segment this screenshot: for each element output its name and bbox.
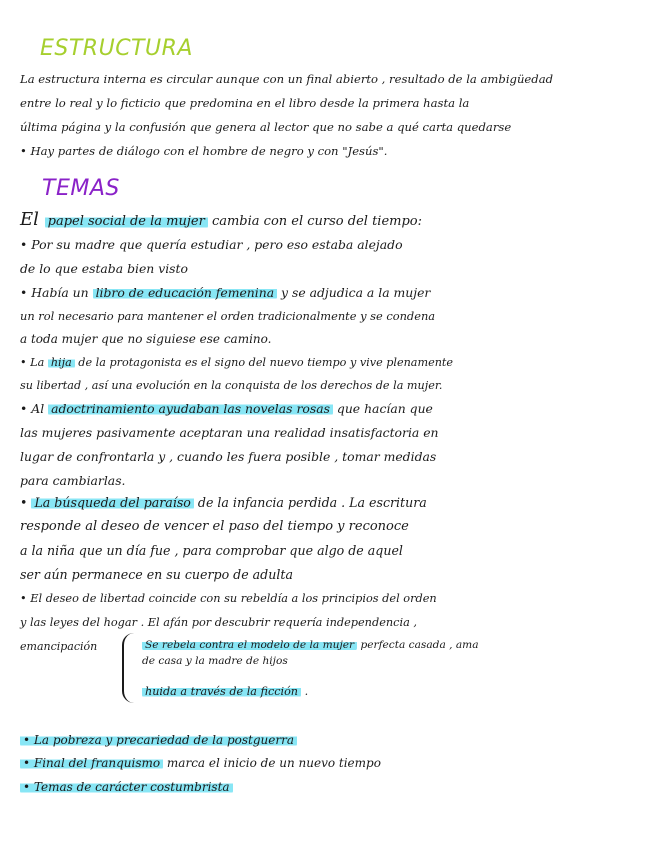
libertad-line-2: y las leyes del hogar . El afán por descubrir requería independencia ,	[20, 616, 418, 629]
temas-intro-line	[20, 211, 422, 231]
libro-prefix: • Había un	[20, 285, 93, 300]
libro-line-3: a toda mujer que no siguiese ese camino.	[20, 332, 272, 346]
paraiso-line-3: a la niña que un día fue , para comprobar que algo de aquel	[20, 543, 403, 558]
paraiso-suffix: de la infancia perdida . La escritura	[193, 495, 427, 510]
estructura-line-2: entre lo real y lo ficticio que predomina en el libro desde la primera hasta la	[20, 96, 470, 110]
novelas-prefix: • Al	[20, 401, 49, 416]
emancipacion-label: emancipación	[20, 640, 98, 653]
temas-heading: TEMAS	[42, 176, 120, 201]
emancipacion-branch-2	[142, 683, 308, 701]
emancipacion-branch-1b: de casa y la madre de hijos	[142, 655, 288, 667]
branch-1-suffix: perfecta casada , ama	[357, 639, 479, 651]
highlight-franquismo: • Final del franquismo	[20, 756, 163, 770]
highlight-pobreza: • La pobreza y precariedad de la postguerra	[20, 733, 297, 747]
franquismo-suffix: marca el inicio de un nuevo tiempo	[163, 756, 381, 770]
paraiso-line-1	[20, 494, 427, 512]
libro-suffix: y se adjudica a la mujer	[277, 285, 431, 300]
paraiso-line-4: ser aún permanece en su cuerpo de adulta	[20, 567, 293, 582]
madre-line-1: • Por su madre que quería estudiar , pero eso estaba alejado	[20, 237, 403, 252]
bullet-costumbrista	[20, 778, 233, 796]
highlight-hija: hija	[48, 356, 75, 369]
hija-line-1	[20, 354, 453, 372]
estructura-line-3: última página y la confusión que genera al lector que no sabe a qué carta quedarse	[20, 120, 512, 134]
hija-suffix: de la protagonista es el signo del nuevo tiempo y vive plenamente	[74, 356, 454, 369]
libro-line-1	[20, 284, 430, 302]
highlight-adoctrinamiento: adoctrinamiento ayudaban las novelas rosas	[48, 401, 333, 416]
estructura-heading: ESTRUCTURA	[40, 36, 193, 61]
highlight-huida-ficcion: huida a través de la ficción	[142, 685, 301, 698]
highlight-libro-educacion: libro de educación femenina	[93, 285, 278, 300]
novelas-line-2: las mujeres pasivamente aceptaran una realidad insatisfactoria en	[20, 425, 439, 440]
highlight-costumbrista: • Temas de carácter costumbrista	[20, 780, 233, 794]
bullet-pobreza	[20, 731, 297, 749]
novelas-suffix: que hacían que	[332, 401, 433, 416]
novelas-line-4: para cambiarlas.	[20, 473, 126, 488]
paraiso-prefix: •	[20, 495, 32, 510]
hija-line-2: su libertad , así una evolución en la conquista de los derechos de la mujer.	[20, 379, 443, 392]
estructura-line-4: • Hay partes de diálogo con el hombre de negro y con "Jesús".	[20, 144, 388, 158]
novelas-line-1	[20, 400, 433, 418]
branch-2-suffix: .	[301, 685, 309, 698]
hija-prefix: • La	[20, 356, 48, 369]
bullet-franquismo	[20, 754, 381, 772]
highlight-se-rebela: Se rebela contra el modelo de la mujer	[142, 639, 357, 651]
curly-brace	[122, 633, 138, 703]
highlight-busqueda-paraiso: La búsqueda del paraíso	[31, 495, 193, 510]
estructura-line-1: La estructura interna es circular aunque con un final abierto , resultado de la ambigüedad	[20, 72, 554, 86]
paraiso-line-2: responde al deseo de vencer el paso del tiempo y reconoce	[20, 519, 409, 534]
libertad-line-1: • El deseo de libertad coincide con su rebeldía a los principios del orden	[20, 592, 437, 605]
madre-line-2: de lo que estaba bien visto	[20, 261, 188, 276]
libro-line-2: un rol necesario para mantener el orden tradicionalmente y se condena	[20, 309, 436, 323]
highlight-papel-social: papel social de la mujer	[45, 214, 208, 229]
temas-intro-suffix: cambia con el curso del tiempo:	[207, 214, 422, 229]
novelas-line-3: lugar de confrontarla y , cuando les fuera posible , tomar medidas	[20, 449, 437, 464]
temas-intro-prefix: El	[20, 209, 45, 230]
